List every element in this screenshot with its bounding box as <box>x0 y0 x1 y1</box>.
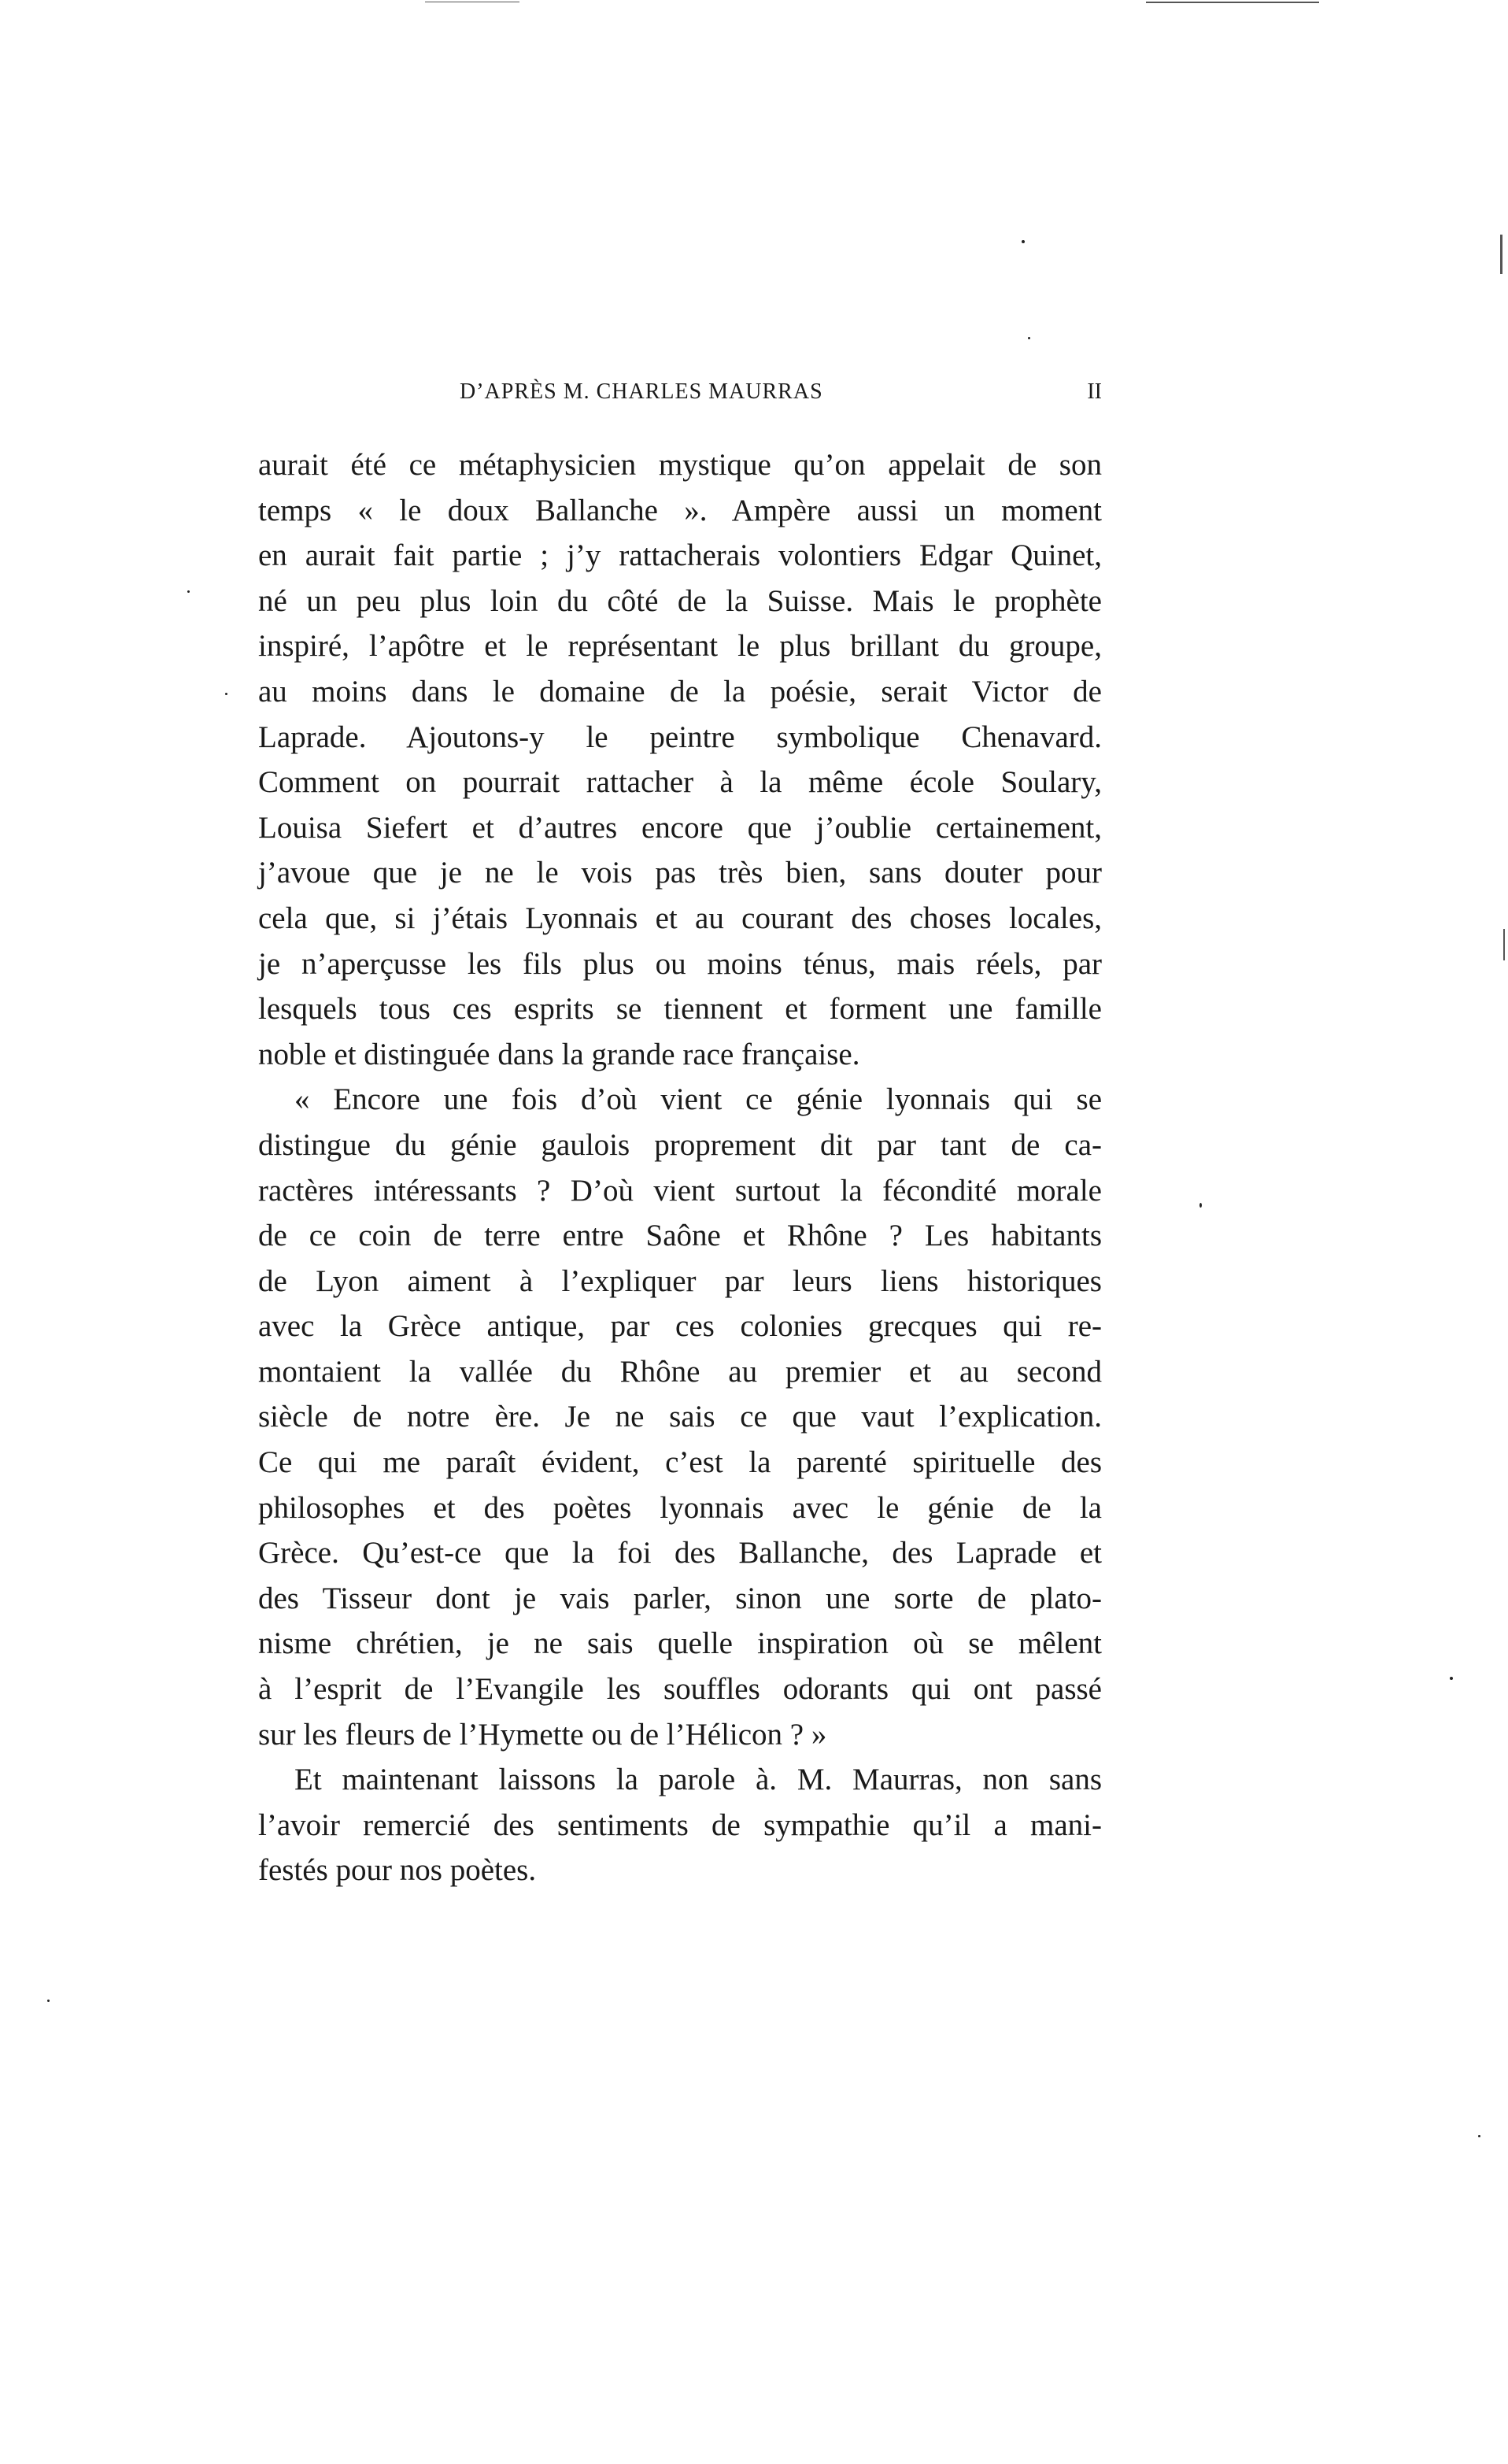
scan-speck <box>225 693 227 695</box>
text-line: en aurait fait partie ; j’y rattacherais volontiers Edgar Quinet, <box>258 538 1102 573</box>
scan-speck <box>1028 337 1030 339</box>
text-line: ractères intéressants ? D’où vient surtout la fécondité morale <box>258 1173 1102 1208</box>
text-line: « Encore une fois d’où vient ce génie lyonnais qui se <box>294 1082 1102 1117</box>
scan-speck <box>47 2000 50 2002</box>
text-line: Louisa Siefert et d’autres encore que j’oublie certainement, <box>258 810 1102 845</box>
text-line: Et maintenant laissons la parole à. M. Maurras, non sans <box>294 1763 1102 1797</box>
text-line: Ce qui me paraît évident, c’est la parenté spirituelle des <box>258 1445 1102 1480</box>
text-line: Laprade. Ajoutons-y le peintre symbolique Chenavard. <box>258 720 1102 754</box>
text-line: noble et distinguée dans la grande race française. <box>258 1037 860 1071</box>
scan-edge-mark <box>1146 2 1319 3</box>
running-title: D’APRÈS M. CHARLES MAURRAS <box>460 379 823 404</box>
text-line: de Lyon aiment à l’expliquer par leurs liens historiques <box>258 1263 1102 1298</box>
text-line: sur les fleurs de l’Hymette ou de l’Hélicon ? » <box>258 1717 827 1752</box>
text-line: de ce coin de terre entre Saône et Rhône ? Les habitants <box>258 1219 1102 1253</box>
text-line: temps « le doux Ballanche ». Ampère aussi un moment <box>258 493 1102 527</box>
scan-speck <box>187 590 190 593</box>
text-line: aurait été ce métaphysicien mystique qu’on appelait de son <box>258 448 1102 482</box>
text-line: avec la Grèce antique, par ces colonies grecques qui re- <box>258 1309 1102 1344</box>
text-line: j’avoue que je ne le vois pas très bien, sans douter pour <box>258 856 1102 890</box>
text-line: philosophes et des poètes lyonnais avec le génie de la <box>258 1490 1102 1525</box>
body-text <box>258 442 1102 1893</box>
text-line: inspiré, l’apôtre et le représentant le plus brillant du groupe, <box>258 629 1102 664</box>
page-number: II <box>1087 379 1102 404</box>
text-line: des Tisseur dont je vais parler, sinon une sorte de plato- <box>258 1581 1102 1615</box>
scan-edge-mark <box>1503 929 1505 960</box>
text-line: lesquels tous ces esprits se tiennent et forment une famille <box>258 992 1102 1027</box>
text-line: montaient la vallée du Rhône au premier et au second <box>258 1354 1102 1389</box>
scan-speck <box>1478 2135 1480 2137</box>
text-line: cela que, si j’étais Lyonnais et au courant des choses locales, <box>258 901 1102 935</box>
text-line: à l’esprit de l’Evangile les souffles odorants qui ont passé <box>258 1672 1102 1707</box>
scan-edge-mark <box>1500 235 1502 274</box>
text-line: au moins dans le domaine de la poésie, serait Victor de <box>258 674 1102 708</box>
text-line: je n’aperçusse les fils plus ou moins ténus, mais réels, par <box>258 946 1102 981</box>
text-line: l’avoir remercié des sentiments de sympathie qu’il a mani- <box>258 1807 1102 1842</box>
running-head <box>258 379 1102 420</box>
text-line: né un peu plus loin du côté de la Suisse. Mais le prophète <box>258 583 1102 618</box>
text-line: distingue du génie gaulois proprement dit par tant de ca- <box>258 1127 1102 1162</box>
text-line: nisme chrétien, je ne sais quelle inspiration où se mêlent <box>258 1626 1102 1661</box>
text-line: Grèce. Qu’est-ce que la foi des Ballanche, des Laprade et <box>258 1536 1102 1571</box>
scan-speck <box>1199 1203 1202 1208</box>
text-line: festés pour nos poètes. <box>258 1853 537 1888</box>
scan-speck <box>1022 240 1025 243</box>
text-line: siècle de notre ère. Je ne sais ce que vaut l’explication. <box>258 1400 1102 1434</box>
scan-speck <box>1450 1677 1453 1680</box>
text-line: Comment on pourrait rattacher à la même école Soulary, <box>258 765 1102 800</box>
